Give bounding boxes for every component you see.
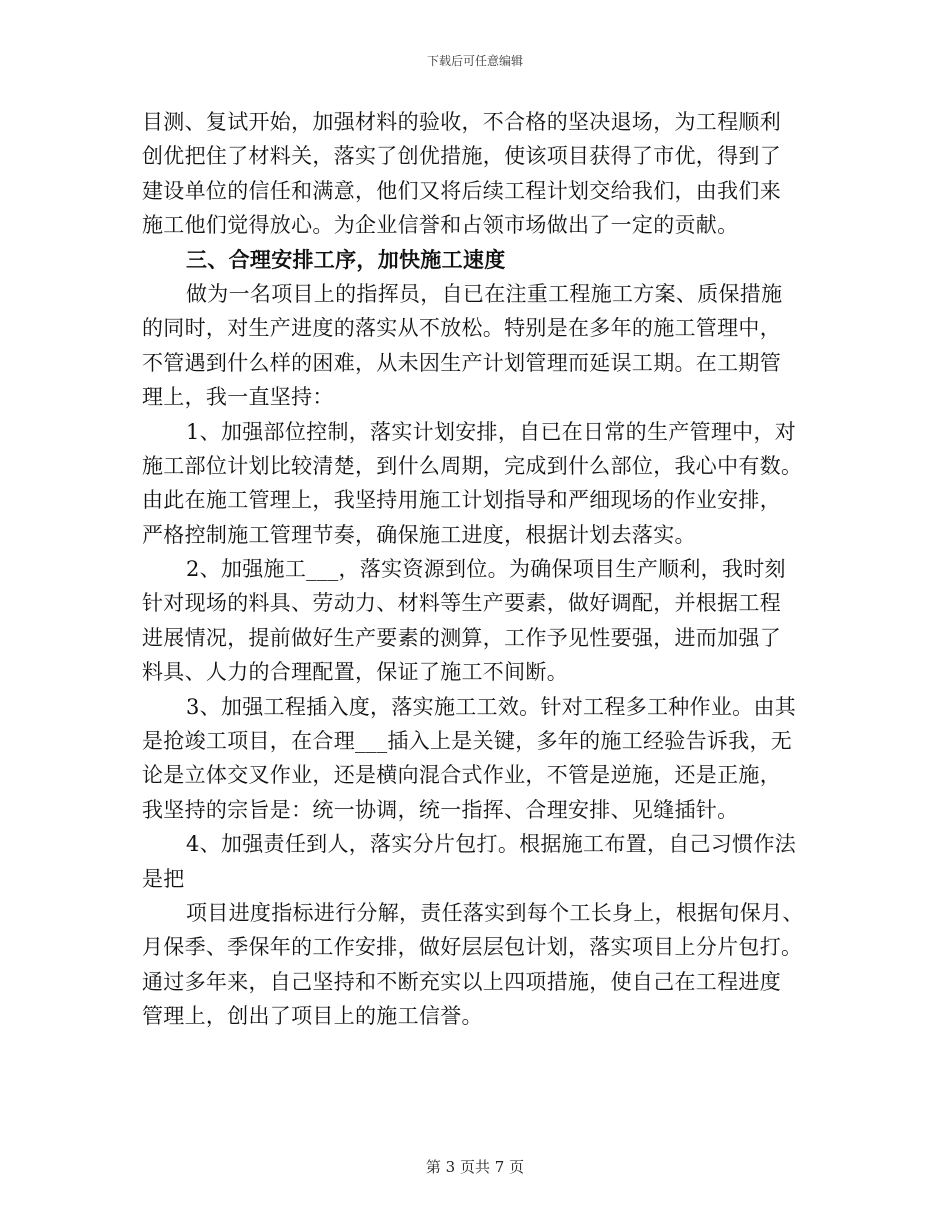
text-line: 管理上，创出了项目上的施工信誉。	[142, 1004, 483, 1029]
page-header: 下载后可任意编辑	[426, 54, 523, 68]
text-line: 严格控制施工管理节奏，确保施工进度，根据计划去落实。	[142, 522, 696, 547]
text-line: 创优把住了材料关，落实了创优措施，使该项目获得了市优，得到了	[142, 144, 781, 169]
text-line: 建设单位的信任和满意，他们又将后续工程计划交给我们，由我们来	[142, 178, 781, 203]
text-line: 是把	[142, 866, 185, 891]
text-line: 我坚持的宗旨是：统一协调，统一指挥、合理安排、见缝插针。	[142, 797, 739, 822]
text-line: 2、加强施工___，落实资源到位。为确保项目生产顺利，我时刻	[186, 557, 786, 582]
page-number: 第 3 页共 7 页	[425, 1158, 525, 1176]
document-body	[142, 105, 812, 1034]
text-line: 4、加强责任到人，落实分片包打。根据施工布置，自己习惯作法	[186, 832, 797, 857]
text-line: 项目进度指标进行分解，责任落实到每个工长身上，根据旬保月、	[186, 900, 804, 925]
text-line: 目测、复试开始，加强材料的验收，不合格的坚决退场，为工程顺利	[142, 110, 781, 134]
text-line: 月保季、季保年的工作安排，做好层层包计划，落实项目上分片包打。	[142, 935, 803, 960]
text-line: 施工他们觉得放心。为企业信誉和占领市场做出了一定的贡献。	[142, 213, 739, 238]
text-line: 3、加强工程插入度，落实施工工效。针对工程多工种作业。由其	[186, 694, 797, 719]
text-line: 是抢竣工项目，在合理___插入上是关键，多年的施工经验告诉我，无	[142, 729, 793, 754]
text-line: 针对现场的料具、劳动力、材料等生产要素，做好调配，并根据工程	[142, 591, 781, 616]
text-line: 论是立体交叉作业，还是横向混合式作业，不管是逆施，还是正施，	[142, 763, 781, 788]
text-line: 1、加强部位控制，落实计划安排，自已在日常的生产管理中，对	[186, 419, 797, 444]
text-line: 做为一名项目上的指挥员，自已在注重工程施工方案、质保措施	[186, 281, 783, 306]
text-line: 进展情况，提前做好生产要素的测算，工作予见性要强，进而加强了	[142, 625, 781, 650]
text-line: 料具、人力的合理配置，保证了施工不间断。	[142, 660, 568, 685]
text-line: 理上，我一直坚持：	[142, 385, 334, 410]
section-heading: 三、合理安排工序，加快施工速度	[186, 246, 506, 272]
text-line: 施工部位计划比较清楚，到什么周期，完成到什么部位，我心中有数。	[142, 453, 803, 478]
text-line: 通过多年来，自己坚持和不断充实以上四项措施，使自己在工程进度	[142, 969, 781, 994]
text-line: 由此在施工管理上，我坚持用施工计划指导和严细现场的作业安排，	[142, 488, 781, 513]
text-line: 的同时，对生产进度的落实从不放松。特别是在多年的施工管理中，	[142, 316, 781, 341]
text-line: 不管遇到什么样的困难，从未因生产计划管理而延误工期。在工期管	[142, 350, 781, 375]
